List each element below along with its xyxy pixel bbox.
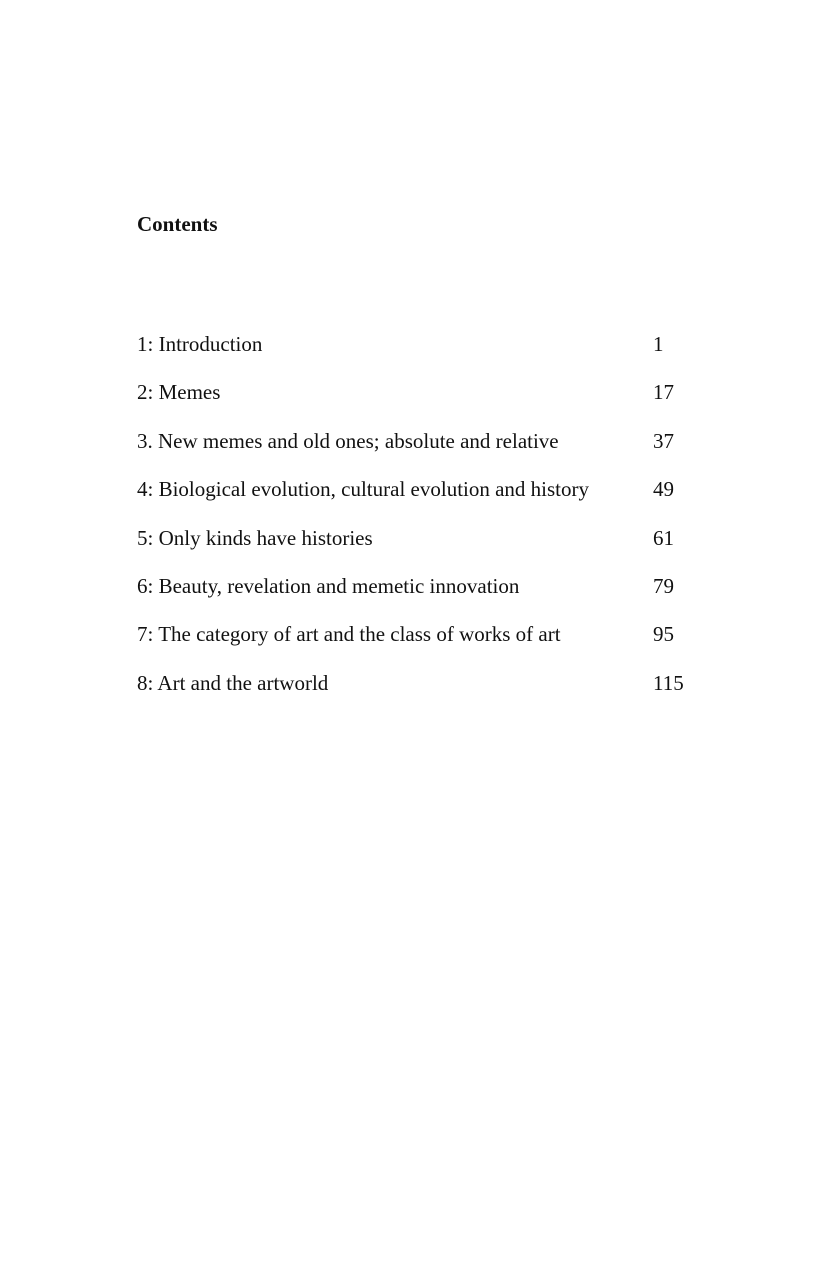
toc-entry <box>137 572 697 620</box>
toc-entry-page: 115 <box>653 670 684 695</box>
toc-entry-title: 3. New memes and old ones; absolute and relative <box>137 428 559 453</box>
table-of-contents <box>137 330 697 717</box>
toc-entry <box>137 475 697 523</box>
toc-entry-title: 6: Beauty, revelation and memetic innovation <box>137 573 520 598</box>
toc-entry <box>137 330 697 378</box>
toc-entry-page: 49 <box>653 477 674 502</box>
toc-entry-title: 5: Only kinds have histories <box>137 525 373 550</box>
toc-entry-page: 17 <box>653 380 674 405</box>
toc-entry-title: 7: The category of art and the class of works of art <box>137 622 561 647</box>
toc-entry-title: 8: Art and the artworld <box>137 670 329 695</box>
toc-entry-title: 4: Biological evolution, cultural evolution and history <box>137 477 590 502</box>
toc-entry <box>137 378 697 426</box>
toc-entry <box>137 427 697 475</box>
toc-entry-page: 79 <box>653 573 674 598</box>
toc-entry-page: 1 <box>653 332 664 356</box>
toc-entry-title: 1: Introduction <box>137 332 263 356</box>
toc-entry <box>137 524 697 572</box>
toc-entry <box>137 620 697 668</box>
toc-entry-page: 37 <box>653 428 674 453</box>
toc-entry-page: 61 <box>653 525 674 550</box>
toc-entry <box>137 669 697 717</box>
toc-entry-page: 95 <box>653 622 674 647</box>
contents-heading: Contents <box>137 212 218 236</box>
toc-entry-title: 2: Memes <box>137 380 221 405</box>
